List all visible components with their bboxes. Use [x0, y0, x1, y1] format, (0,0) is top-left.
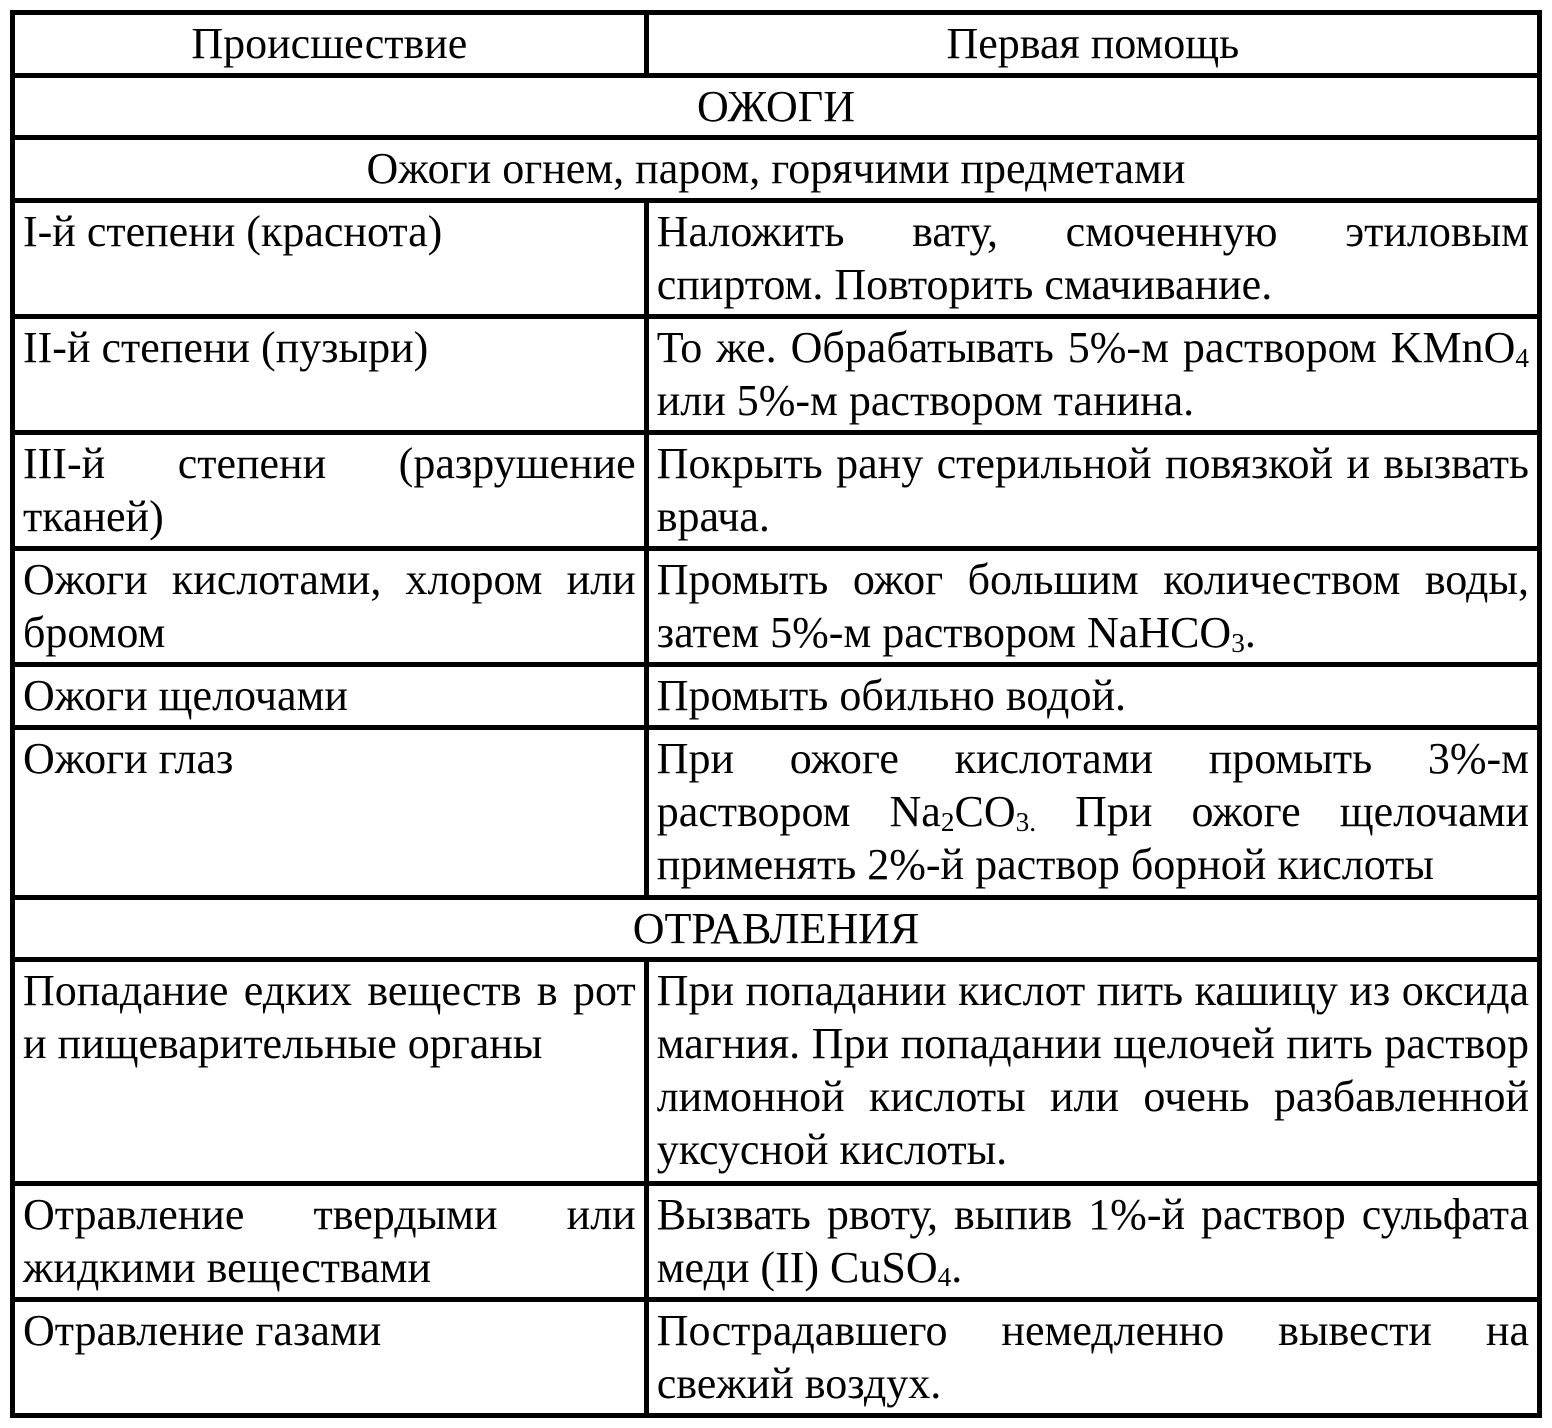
table-row	[13, 665, 1540, 728]
aid-cell: При ожоге кислотами промыть 3%-м раствором $Na_2CO_{3.}$ При ожоге щелочами применять 2%-й раствор борной кислоты	[646, 728, 1539, 898]
aid-cell: Пострадавшего немедленно вывести на свежий воздух.	[646, 1299, 1539, 1415]
table-row	[13, 433, 1540, 549]
section-title-row-burns	[13, 75, 1540, 138]
aid-cell: Вызвать рвоту, выпив 1%-й раствор сульфата меди (II) CuSO$_4$.	[646, 1183, 1539, 1299]
first-aid-column-header: Первая помощь	[646, 13, 1539, 76]
incident-cell: I-й степени (краснота)	[13, 200, 647, 316]
table-row	[13, 728, 1540, 898]
table-row	[13, 1183, 1540, 1299]
table-row	[13, 960, 1540, 1183]
table-row	[13, 549, 1540, 665]
section-title-row-poisoning	[13, 897, 1540, 960]
incident-cell: Отравление твердыми или жидкими веществами	[13, 1183, 647, 1299]
aid-cell: То же. Обрабатывать 5%-м раствором KMnO$_4$ или 5%-м раствором танина.	[646, 316, 1539, 432]
incident-cell: III-й степени (разрушение тканей)	[13, 433, 647, 549]
incident-cell: Попадание едких веществ в рот и пищеварительные органы	[13, 960, 647, 1183]
section-title-burns: ОЖОГИ	[13, 75, 1540, 138]
aid-cell: При попадании кислот пить кашицу из оксида магния. При попадании щелочей пить раствор лимонной кислоты или очень разбавленной уксусной кислоты.	[646, 960, 1539, 1183]
incident-column-header: Происшествие	[13, 13, 647, 76]
aid-cell: Покрыть рану стерильной повязкой и вызвать врача.	[646, 433, 1539, 549]
aid-cell: Промыть ожог большим количеством воды, затем 5%-м раствором NaHCO$_3$.	[646, 549, 1539, 665]
incident-cell: II-й степени (пузыри)	[13, 316, 647, 432]
table-row	[13, 1299, 1540, 1415]
section-title-poisoning: ОТРАВЛЕНИЯ	[13, 897, 1540, 960]
incident-cell: Ожоги глаз	[13, 728, 647, 898]
incident-cell: Ожоги кислотами, хлором или бромом	[13, 549, 647, 665]
subsection-title-burns-fire: Ожоги огнем, паром, горячими предметами	[13, 138, 1540, 201]
table-row	[13, 200, 1540, 316]
subsection-title-row	[13, 138, 1540, 201]
incident-cell: Отравление газами	[13, 1299, 647, 1415]
table-row	[13, 316, 1540, 432]
incident-cell: Ожоги щелочами	[13, 665, 647, 728]
aid-cell: Наложить вату, смоченную этиловым спиртом. Повторить смачивание.	[646, 200, 1539, 316]
first-aid-table	[10, 10, 1542, 1418]
aid-cell: Промыть обильно водой.	[646, 665, 1539, 728]
table-header-row	[13, 13, 1540, 76]
